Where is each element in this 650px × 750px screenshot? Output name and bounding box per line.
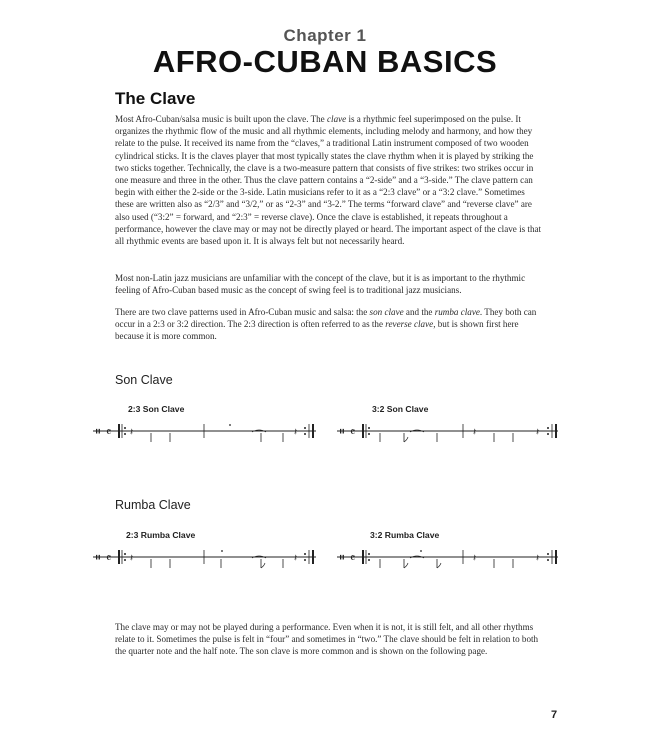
flag bbox=[404, 437, 408, 442]
rumba-clave-heading: Rumba Clave bbox=[115, 498, 191, 512]
p3-text-a: There are two clave patterns used in Afro-Cuban music and salsa: the bbox=[115, 307, 370, 317]
quarter-rest-icon: 𝄽 bbox=[294, 553, 298, 564]
repeat-dot bbox=[547, 559, 549, 561]
flag bbox=[404, 563, 408, 568]
common-time-sign: 𝄴 bbox=[350, 551, 356, 565]
quarter-rest-icon: 𝄽 bbox=[130, 427, 134, 438]
quarter-rest-icon: 𝄽 bbox=[536, 553, 540, 564]
page-number: 7 bbox=[551, 709, 558, 721]
p1-text-a: Most Afro-Cuban/salsa music is built upon the clave. The bbox=[115, 114, 327, 124]
section-heading: The Clave bbox=[115, 89, 196, 108]
staff-son-23 bbox=[93, 424, 316, 442]
quarter-rest-icon: 𝄽 bbox=[294, 427, 298, 438]
page-title: AFRO-CUBAN BASICS bbox=[152, 44, 498, 79]
staff-son-32 bbox=[337, 424, 558, 442]
p3-text-d: , but is shown first here because it is more common. bbox=[115, 319, 519, 342]
repeat-dot bbox=[124, 427, 126, 429]
quarter-rest-icon: 𝄽 bbox=[130, 553, 134, 564]
repeat-dot bbox=[368, 553, 370, 555]
accent-dot bbox=[420, 550, 422, 552]
flag bbox=[437, 563, 441, 568]
chapter-label: Chapter 1 bbox=[283, 26, 367, 45]
repeat-dot bbox=[304, 553, 306, 555]
repeat-dot bbox=[547, 427, 549, 429]
staff-rumba-23 bbox=[93, 550, 316, 568]
quarter-rest-icon: 𝄽 bbox=[473, 427, 477, 438]
repeat-dot bbox=[124, 553, 126, 555]
common-time-sign: 𝄴 bbox=[106, 551, 112, 565]
p3-text-b: and the bbox=[403, 307, 435, 317]
example-label-son-32: 3:2 Son Clave bbox=[372, 404, 429, 414]
example-label-rumba-23: 2:3 Rumba Clave bbox=[126, 530, 196, 540]
common-time-sign: 𝄴 bbox=[350, 425, 356, 439]
percussion-clef: 𝄥 bbox=[340, 551, 344, 566]
p3-emphasis-son-clave: son clave bbox=[369, 307, 404, 317]
repeat-dot bbox=[304, 433, 306, 435]
son-clave-heading: Son Clave bbox=[115, 373, 173, 387]
p1-text-b: is a rhythmic feel superimposed on the pulse. It organizes the rhythmic flow of the music and all rhythmic elements, including melody and harmony, and how they relate to the pulse. It received its name from the “claves,” a traditional Latin instrument composed of two wooden cylindrical sticks. It is the claves player that most typically states the clave rhythm when it is played by striking the two sticks together. Technically, the clave is a two-measure pattern that consists of five strikes: two strikes occur in one measure and three in the other. Thus the clave pattern contains a “2-side” and a “3-side.” The clave pattern can begin with either the 2-side or the 3-side. Latin musicians refer to it as a “2:3 clave” or a “3:2 clave.” Sometimes these are written also as “2/3” and “3/2,” or as “2-3” and “3-2.” The terms “forward clave” and “reverse clave” are also used (“3:2” = forward, and “2:3” = reverse clave). Once the clave is established, it repeats throughout a performance, however the clave may or may not be directly played or heard. The important aspect of the clave is that all rhythmic events are based upon it. It is always felt but not necessarily heard. bbox=[115, 114, 542, 247]
percussion-clef: 𝄥 bbox=[340, 425, 344, 440]
common-time-sign: 𝄴 bbox=[106, 425, 112, 439]
repeat-dot bbox=[368, 559, 370, 561]
percussion-clef: 𝄥 bbox=[96, 551, 100, 566]
repeat-dot bbox=[368, 427, 370, 429]
example-label-rumba-32: 3:2 Rumba Clave bbox=[370, 530, 440, 540]
accent-dot bbox=[229, 424, 231, 426]
repeat-dot bbox=[124, 433, 126, 435]
repeat-dot bbox=[124, 559, 126, 561]
percussion-clef: 𝄥 bbox=[96, 425, 100, 440]
repeat-dot bbox=[304, 427, 306, 429]
p3-emphasis-reverse-clave: reverse clave bbox=[385, 319, 434, 330]
staff-rumba-32 bbox=[337, 550, 558, 568]
repeat-dot bbox=[368, 433, 370, 435]
p2-text: Most non-Latin jazz musicians are unfamiliar with the concept of the clave, but it is as important to the rhythmic feeling of Afro-Cuban based music as the concept of swing feel is to traditional jazz musicians. bbox=[115, 273, 526, 296]
flag bbox=[261, 563, 265, 568]
example-label-son-23: 2:3 Son Clave bbox=[128, 404, 185, 414]
quarter-rest-icon: 𝄽 bbox=[536, 427, 540, 438]
paragraph-4 bbox=[115, 621, 545, 658]
p1-emphasis-clave: clave bbox=[327, 114, 347, 124]
p4-text: The clave may or may not be played during a performance. Even when it is not, it is still felt, and all other rhythms relate to it. Sometimes the pulse is felt in “four” and sometimes in “two.” The clave should be felt in relation to both the quarter note and the half note. The son clave is more common and is shown on the following page. bbox=[115, 622, 539, 657]
quarter-rest-icon: 𝄽 bbox=[473, 553, 477, 564]
repeat-dot bbox=[547, 553, 549, 555]
p3-emphasis-rumba-clave: rumba clave bbox=[434, 307, 480, 317]
accent-dot bbox=[221, 550, 223, 552]
repeat-dot bbox=[547, 433, 549, 435]
p3-text-c: . They both can occur in a 2:3 or 3:2 direction. The 2:3 direction is often referred to as the bbox=[115, 307, 537, 330]
repeat-dot bbox=[304, 559, 306, 561]
